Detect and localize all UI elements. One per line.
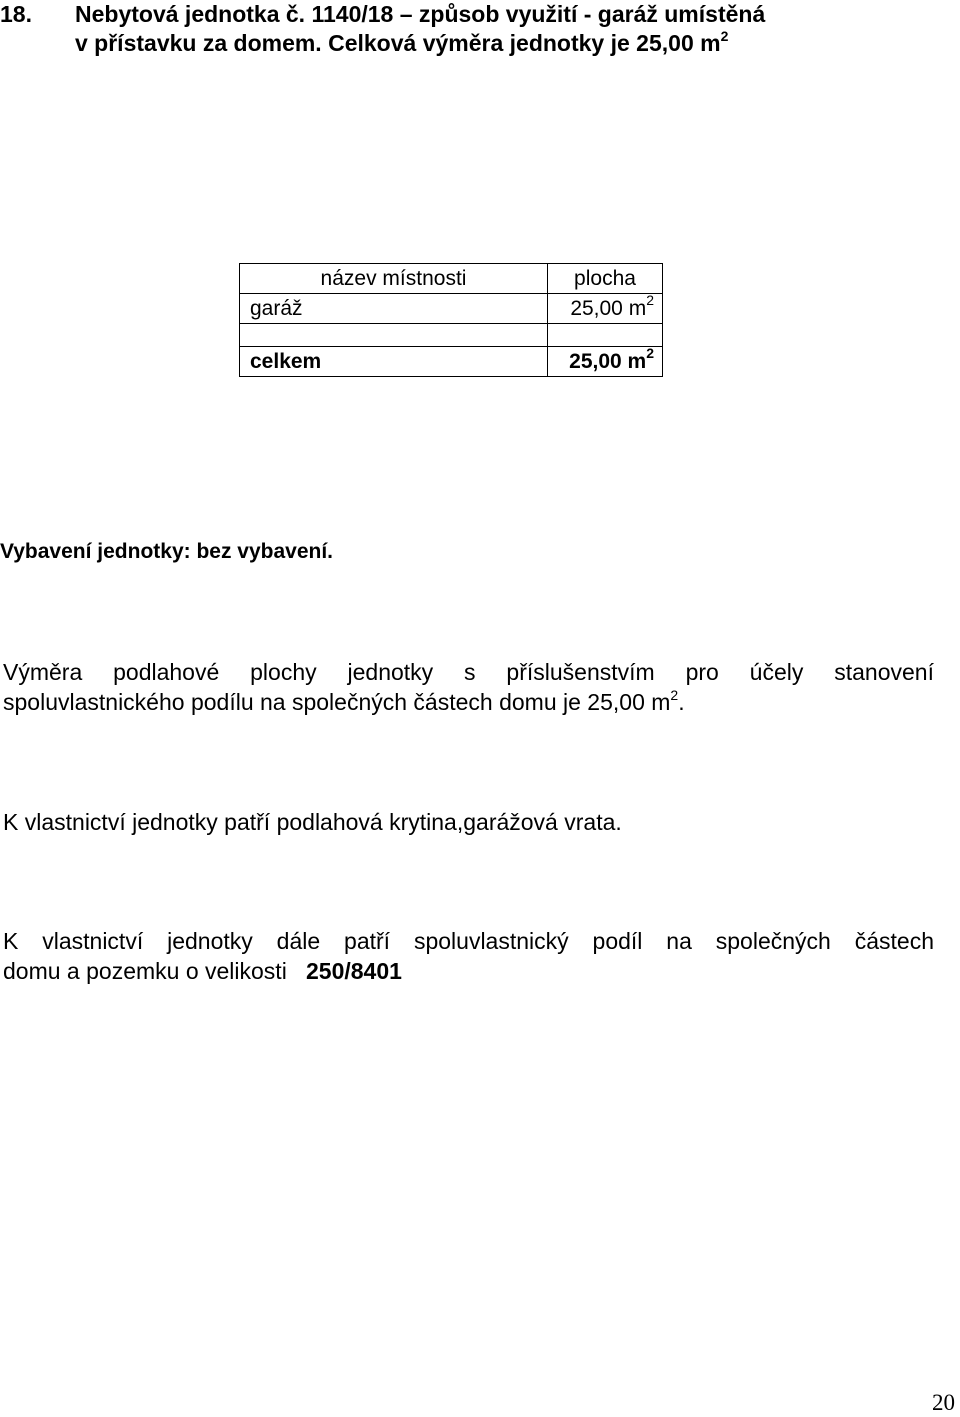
empty-cell <box>240 324 548 347</box>
heading-superscript: 2 <box>720 28 729 44</box>
equipment-statement: Vybavení jednotky: bez vybavení. <box>0 540 334 563</box>
area-statement-line-1: Výměra podlahové plochy jednotky s příslušenstvím pro účely stanovení <box>3 659 934 685</box>
table-header-row <box>240 264 663 294</box>
area-statement-end: . <box>678 689 685 715</box>
section-number: 18. <box>0 1 32 27</box>
ownership-statement-2 <box>3 926 934 986</box>
ownership-statement-1: K vlastnictví jednotky patří podlahová krytina,garážová vrata. <box>3 809 622 835</box>
area-statement <box>3 657 934 717</box>
header-room-name: název místnosti <box>240 264 548 294</box>
total-area-value: 25,00 m <box>569 350 647 373</box>
heading-line-2-text: v přístavku za domem. Celková výměra jednotky je 25,00 m <box>75 30 721 56</box>
ownership-share: 250/8401 <box>305 958 402 984</box>
room-area-superscript: 2 <box>646 292 654 308</box>
unit-heading <box>0 0 765 58</box>
total-area-superscript: 2 <box>646 345 654 361</box>
heading-line-1-text: Nebytová jednotka č. 1140/18 – způsob využití - garáž umístěná <box>75 1 766 27</box>
ownership-statement-2-line-1: K vlastnictví jednotky dále patří spoluvlastnický podíl na společných částech <box>3 928 934 954</box>
heading-line-1 <box>0 0 765 29</box>
table-row <box>240 294 663 324</box>
area-statement-superscript: 2 <box>670 687 679 703</box>
total-area-cell <box>548 347 663 377</box>
room-area-value: 25,00 m <box>570 297 647 320</box>
heading-line-2 <box>0 29 765 58</box>
page-number: 20 <box>932 1390 955 1415</box>
area-statement-line-2: spoluvlastnického podílu na společných částech domu je 25,00 m <box>3 689 671 715</box>
ownership-statement-2-line-2: domu a pozemku o velikosti <box>3 958 287 984</box>
total-label-cell: celkem <box>240 347 548 377</box>
room-area-cell <box>548 294 663 324</box>
table-total-row <box>240 347 663 377</box>
header-area: plocha <box>548 264 663 294</box>
table-empty-row <box>240 324 663 347</box>
empty-cell <box>548 324 663 347</box>
room-name-cell: garáž <box>240 294 548 324</box>
rooms-table <box>239 263 663 377</box>
